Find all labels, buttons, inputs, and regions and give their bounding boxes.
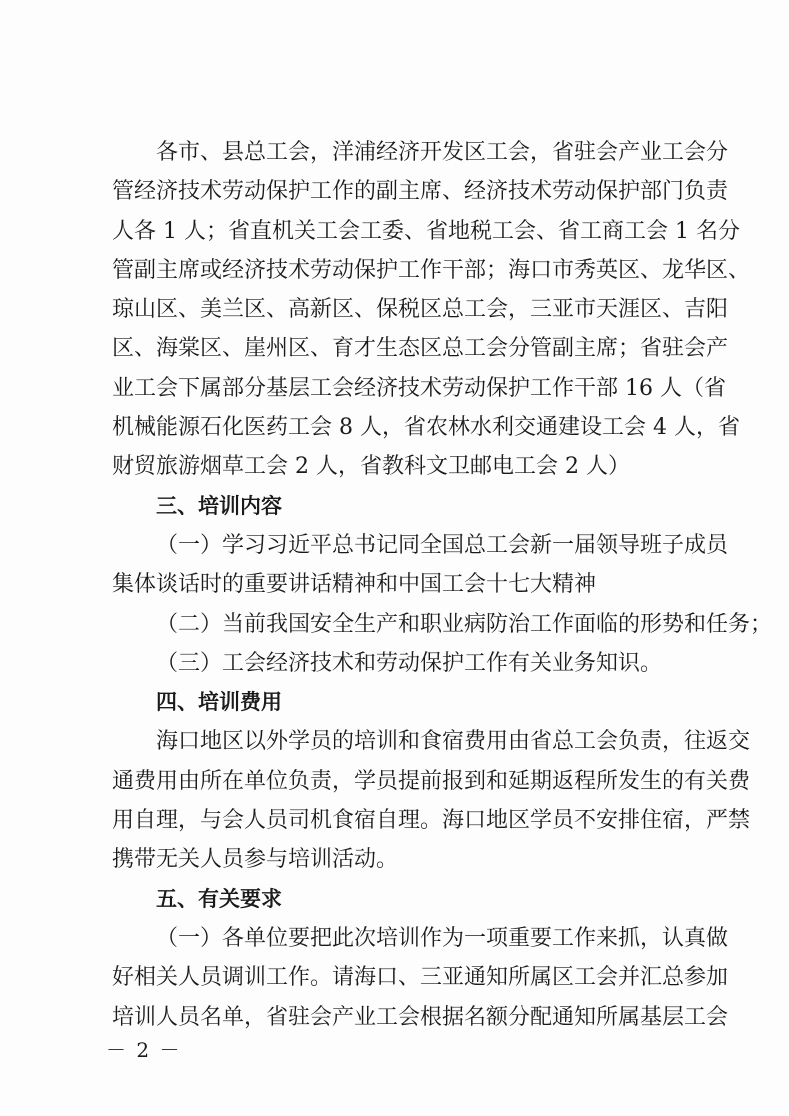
list-item-line: （二）当前我国安全生产和职业病防治工作面临的形势和任务；	[156, 611, 773, 637]
paragraph-line: 管经济技术劳动保护工作的副主席、经济技术劳动保护部门负责	[112, 179, 729, 205]
paragraph-line: 人各 1 人；省直机关工会工委、省地税工会、省工商工会 1 名分	[112, 218, 740, 244]
paragraph-line: 琼山区、美兰区、高新区、保税区总工会，三亚市天涯区、吉阳	[112, 297, 729, 323]
paragraph-line: 通费用由所在单位负责，学员提前报到和延期返程所发生的有关费	[112, 768, 751, 794]
paragraph-line: 机械能源石化医药工会 8 人，省农林水利交通建设工会 4 人，省	[112, 415, 740, 441]
section-heading-requirements: 五、有关要求	[156, 886, 282, 911]
paragraph-line: 业工会下属部分基层工会经济技术劳动保护工作干部 16 人（省	[112, 375, 726, 401]
paragraph-line: 各市、县总工会，洋浦经济开发区工会，省驻会产业工会分	[156, 140, 729, 165]
section-heading-training-content: 三、培训内容	[156, 493, 282, 518]
list-item-line: （一）各单位要把此次培训作为一项重要工作来抓，认真做	[156, 925, 729, 951]
list-item-line: 好相关人员调训工作。请海口、三亚通知所属区工会并汇总参加	[112, 965, 729, 991]
paragraph-line: 区、海棠区、崖州区、育才生态区总工会分管副主席；省驻会产	[112, 336, 729, 362]
list-item-line: （一）学习习近平总书记同全国总工会新一届领导班子成员	[156, 532, 729, 558]
paragraph-line: 财贸旅游烟草工会 2 人，省教科文卫邮电工会 2 人）	[112, 454, 630, 480]
paragraph-line: 用自理，与会人员司机食宿自理。海口地区学员不安排住宿，严禁	[112, 808, 751, 834]
list-item-line: （三）工会经济技术和劳动保护工作有关业务知识。	[156, 650, 663, 676]
list-item-line: 培训人员名单，省驻会产业工会根据名额分配通知所属基层工会	[112, 1004, 729, 1030]
paragraph-line: 海口地区以外学员的培训和食宿费用由省总工会负责，往返交	[156, 729, 751, 755]
paragraph-line: 携带无关人员参与培训活动。	[112, 847, 399, 873]
document-body	[112, 133, 773, 1037]
paragraph-line: 管副主席或经济技术劳动保护工作干部；海口市秀英区、龙华区、	[112, 257, 751, 283]
page-number: － 2 －	[106, 1038, 182, 1062]
list-item-line: 集体谈话时的重要讲话精神和中国工会十七大精神	[112, 572, 597, 598]
section-heading-training-fees: 四、培训费用	[156, 690, 282, 715]
